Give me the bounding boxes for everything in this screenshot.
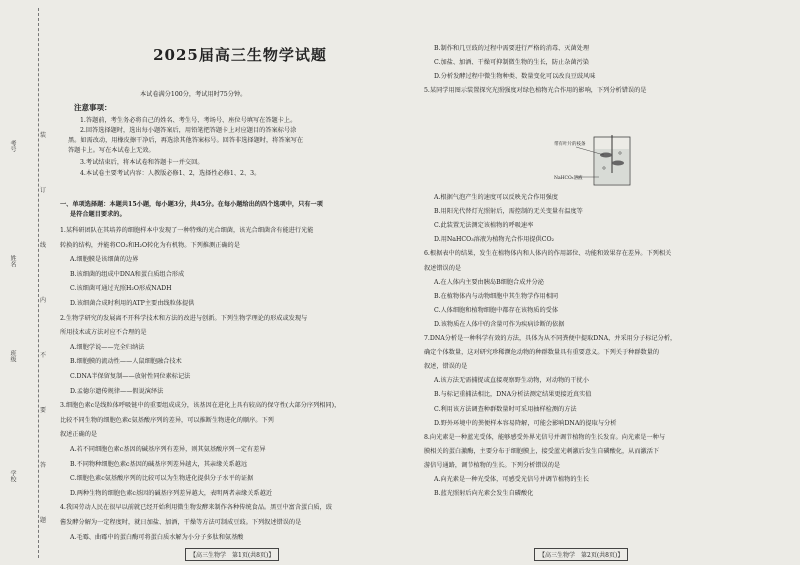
leaf bbox=[600, 153, 612, 158]
question-text: 转换的结构，并能将CO₂和H₂O转化为有机物。下列推测正确的是 bbox=[60, 241, 240, 249]
question-text: 叙述正确的是 bbox=[60, 431, 98, 439]
answer-option: D.野外环境中的粪便样本容易降解，可能会影响DNA的提取与分析 bbox=[434, 419, 617, 427]
binding-char: 要 bbox=[40, 407, 47, 414]
question-text: 所用技术或方法对应不合理的是 bbox=[60, 329, 147, 337]
answer-option: B.该细菌的组成中DNA和蛋白质组合形成 bbox=[70, 270, 185, 278]
question-stem: 2.生物学研究的发展离不开科学技术和方法的改进与创新。下列生物学理论的形成或发现与 bbox=[60, 314, 308, 322]
question-stem: 5.某同学用图示装置探究光照强度对绿色植物光合作用的影响，下列分析错误的是 bbox=[424, 87, 647, 95]
answer-option: B.与标记重捕法相比，DNA分析法测定结果更接近真实值 bbox=[434, 391, 592, 399]
answer-option: D.分析发酵过程中微生物种类、数量变化可以改良豆豉风味 bbox=[434, 73, 596, 81]
question-stem: 3.细胞色素c是线粒体呼吸链中的重要组成成分，该基因在进化上具有较高的保守性(大部分序列相同)， bbox=[60, 402, 341, 410]
note-line: 3.考试结束后，将本试卷和答题卡一并交回。 bbox=[80, 159, 204, 166]
answer-option: D.两种生物的细胞色素c基因的碱基序列差异越大，表明两者亲缘关系越近 bbox=[70, 489, 272, 497]
answer-option: B.用阳光代替灯光照射后，需控制的无关变量有温度等 bbox=[434, 208, 583, 216]
binding-label-name: 姓名 bbox=[9, 255, 16, 267]
note-line: 2.回答选择题时，选出每小题答案后，用铅笔把答题卡上对应题目的答案标号涂 bbox=[80, 127, 297, 134]
binding-char: 答 bbox=[40, 462, 47, 469]
answer-option: A.细胞学说——完全归纳法 bbox=[70, 343, 145, 351]
answer-option: D.用NaHCO₃溶液为植物光合作用提供CO₂ bbox=[434, 236, 555, 244]
binding-label-school: 学校 bbox=[9, 470, 16, 482]
binding-dashed-line bbox=[38, 8, 39, 558]
answer-option: A.向光素是一种光受体，可感受光信号并调节植物的生长 bbox=[434, 476, 589, 483]
section-heading: 一、单项选择题：本题共15小题，每小题3分，共45分。在每小题给出的四个选项中，只有一项 bbox=[60, 201, 323, 208]
binding-margin bbox=[0, 0, 52, 565]
question-text: 叙述，错误的是 bbox=[424, 363, 468, 371]
answer-option: B.蓝光照射后向光素会发生自磷酸化 bbox=[434, 490, 534, 498]
question-stem: 1.某科研团队在其培养的细胞样本中发现了一种特殊的光合细菌，该光合细菌含有能进行光能 bbox=[60, 227, 314, 234]
answer-option: D.孟德尔遗传规律——假说演绎法 bbox=[70, 387, 164, 395]
exam-title: 2025届高三生物学试题 bbox=[153, 46, 327, 64]
answer-option: B.不同物种细胞色素c基因的碱基序列差异越大，其亲缘关系越远 bbox=[70, 460, 248, 468]
section-heading: 是符合题目要求的。 bbox=[70, 211, 126, 218]
answer-option: C.利用该方法调查种群数量时可采用抽样检测的方法 bbox=[434, 405, 577, 413]
figure-label-solution: NaHCO₃溶液 bbox=[554, 176, 583, 181]
binding-label-class: 班级 bbox=[9, 350, 16, 362]
answer-option: C.DNA半保留复制——放射性同位素标记法 bbox=[70, 373, 191, 380]
question-stem: 8.向光素是一种蓝光受体，能够感受外界光信号并调节植物的生长发育。向光素是一种与 bbox=[424, 433, 666, 441]
question-text: 游信号通路，调节植物的生长。下列分析错误的是 bbox=[424, 461, 561, 469]
question-text: 确定个体数量，这对研究珍稀濒危动物的种群数量具有重要意义。下列关于种群数量的 bbox=[424, 349, 660, 357]
right-column bbox=[424, 0, 794, 565]
answer-option: C.此装置无法测定该植物的呼吸速率 bbox=[434, 222, 534, 230]
note-line: 答题卡上。写在本试卷上无效。 bbox=[68, 147, 155, 154]
question-stem: 6.根据表中的结果，发生在植物体内和人体内的作用部位、功能和效果存在差异。下列相关 bbox=[424, 250, 672, 258]
note-line: 1.答题前，考生务必将自己的姓名、考生号、考场号、座位号填写在答题卡上。 bbox=[80, 117, 297, 124]
answer-option: B.制作和几豆豉的过程中需要进行严格的消毒、灭菌处理 bbox=[434, 45, 590, 52]
page-footer-right: 【高三生物学 第2页(共8页)】 bbox=[534, 548, 628, 561]
binding-char: 装 bbox=[40, 132, 47, 139]
answer-option: A.毛霉、曲霉中的蛋白酶可将蛋白质水解为小分子多肽和氨基酸 bbox=[70, 533, 244, 541]
answer-option: B.细胞膜的流动性——人鼠细胞融合技术 bbox=[70, 358, 182, 366]
answer-option: C.人体细胞和植物细胞中都存在该物质的受体 bbox=[434, 306, 559, 314]
binding-char: 订 bbox=[40, 187, 47, 194]
question-stem: 4.我国劳动人民在很早以前就已经开始利用微生物发酵来制作各种传统食品。黑豆中富含蛋白质，豉 bbox=[60, 504, 332, 512]
time-note: 本试卷满分100分，考试用时75分钟。 bbox=[140, 91, 247, 98]
answer-option: D.该物质在人体中的含量可作为疾病诊断的依据 bbox=[434, 320, 565, 328]
binding-char: 题 bbox=[40, 517, 47, 524]
page-footer-left: 【高三生物学 第1页(共8页)】 bbox=[185, 548, 279, 561]
binding-char: 不 bbox=[40, 352, 47, 359]
question-text: 膜相关的蛋白激酶，主要分布于细胞膜上，接受蓝光刺激后发生自磷酸化，从而激活下 bbox=[424, 447, 660, 455]
answer-option: D.该细菌合成时利用的ATP主要由线粒体提供 bbox=[70, 300, 195, 307]
answer-option: A.该方法无需捕捉或直接观察野生动物，对动物的干扰小 bbox=[434, 377, 589, 385]
binding-char: 线 bbox=[40, 242, 47, 249]
question-text: 叙述错误的是 bbox=[424, 264, 462, 272]
note-line: 黑。如需改动，用橡皮擦干净后，再选涂其他答案标号。回答非选择题时，将答案写在 bbox=[68, 137, 304, 144]
answer-option: C.细胞色素c氨基酸序列的比较可以为生物进化提供分子水平的证据 bbox=[70, 475, 254, 483]
answer-option: A.细胞膜是该细菌的边界 bbox=[70, 256, 139, 264]
answer-option: C.加盐、加酒、干燥可抑制微生物的生长，防止杂菌污染 bbox=[434, 59, 589, 67]
question-stem: 7.DNA分析是一种科学有效的方法，具体为从不同粪便中提取DNA，并采用分子标记分析， bbox=[424, 335, 677, 342]
question-text: 比较不同生物的细胞色素c氨基酸序列的差异，可以推断生物进化的顺序。下列 bbox=[60, 416, 274, 424]
answer-option: A.若不同细胞色素c基因的碱基序列有差异，则其氨基酸序列一定有差异 bbox=[70, 446, 266, 453]
figure-label-branch: 带有叶片的枝条 bbox=[554, 142, 586, 147]
notes-title: 注意事项： bbox=[74, 103, 112, 112]
answer-option: C.该细菌可通过光照H₂O形成NADH bbox=[70, 285, 172, 293]
note-line: 4.本试卷主要考试内容：人教版必修1、2，选择性必修1、2、3。 bbox=[80, 170, 261, 177]
experiment-apparatus-figure bbox=[554, 133, 658, 189]
answer-option: A.根据气泡产生的速度可以反映光合作用强度 bbox=[434, 194, 558, 201]
left-column bbox=[60, 0, 420, 565]
question-text: 酱发酵分解为一定程度时，就日加盐、加酒，干燥等方法可制成豆豉。下列叙述错误的是 bbox=[60, 519, 302, 526]
leaf bbox=[612, 161, 624, 166]
answer-option: A.在人体内主要由胰岛B细胞合成并分泌 bbox=[434, 278, 544, 286]
binding-label-id: 考号 bbox=[9, 140, 16, 152]
answer-option: B.在植物体内与动物细胞中其生物学作用相同 bbox=[434, 292, 559, 300]
binding-char: 内 bbox=[40, 297, 47, 304]
